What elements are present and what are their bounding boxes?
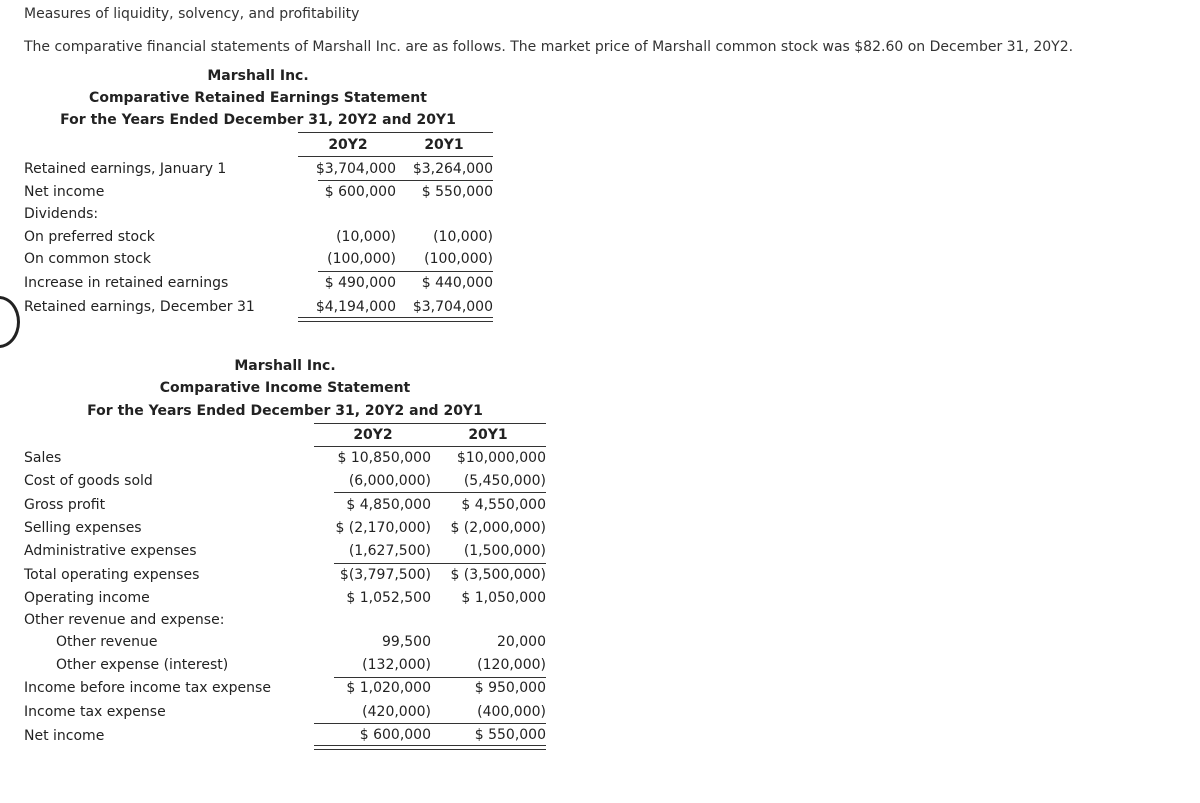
re-rule xyxy=(318,271,493,272)
is-row-20y2: $(3,797,500) xyxy=(339,567,431,583)
is-row-20y2: $ 4,850,000 xyxy=(346,497,431,513)
re-col-20y2: 20Y2 xyxy=(328,137,368,153)
is-row-label: Cost of goods sold xyxy=(24,473,153,489)
is-row-20y1: $ 4,550,000 xyxy=(461,497,546,513)
is-title: Comparative Income Statement xyxy=(159,380,411,396)
re-row-20y1: (10,000) xyxy=(433,229,493,245)
is-row-label: Other expense (interest) xyxy=(56,657,229,673)
is-row-20y2: $ 10,850,000 xyxy=(337,450,431,466)
is-col-rule xyxy=(314,446,546,447)
is-company: Marshall Inc. xyxy=(234,358,336,374)
re-row-20y2: (100,000) xyxy=(327,251,396,267)
is-row-label: Gross profit xyxy=(24,497,106,513)
is-row-20y1: (400,000) xyxy=(477,704,546,720)
is-row-20y1: $ 950,000 xyxy=(474,680,546,696)
is-row-20y2: $ (2,170,000) xyxy=(335,520,431,536)
re-double-rule xyxy=(298,317,493,322)
re-col-20y1: 20Y1 xyxy=(424,137,464,153)
is-row-20y2: $ 1,020,000 xyxy=(346,680,431,696)
is-rule xyxy=(334,492,546,493)
re-row-20y1: $3,264,000 xyxy=(412,161,493,177)
is-row-20y2: (132,000) xyxy=(362,657,431,673)
re-row-label: Net income xyxy=(24,184,105,200)
re-row-20y1: $ 550,000 xyxy=(421,184,493,200)
re-row-label: On preferred stock xyxy=(24,229,155,245)
is-row-20y2: (6,000,000) xyxy=(348,473,431,489)
re-row-label: Retained earnings, January 1 xyxy=(24,161,227,177)
re-row-20y1: (100,000) xyxy=(424,251,493,267)
is-row-20y1: $ (3,500,000) xyxy=(450,567,546,583)
re-period: For the Years Ended December 31, 20Y2 and 20Y1 xyxy=(60,112,456,128)
re-row-20y2: $3,704,000 xyxy=(315,161,396,177)
is-row-label: Income tax expense xyxy=(24,704,166,720)
is-row-label: Total operating expenses xyxy=(24,567,200,583)
re-header-rule xyxy=(298,132,493,133)
is-rule xyxy=(334,563,546,564)
is-row-20y1: $ 550,000 xyxy=(474,727,546,743)
re-row-20y2: $4,194,000 xyxy=(315,299,396,315)
is-col-20y1: 20Y1 xyxy=(468,427,508,443)
is-row-20y2: 99,500 xyxy=(382,634,431,650)
is-row-20y2: (420,000) xyxy=(362,704,431,720)
re-row-label: On common stock xyxy=(24,251,151,267)
re-row-20y2: $ 490,000 xyxy=(324,275,396,291)
is-double-rule xyxy=(314,745,546,750)
is-row-label: Other revenue xyxy=(56,634,158,650)
is-row-label: Operating income xyxy=(24,590,150,606)
re-row-20y1: $3,704,000 xyxy=(412,299,493,315)
re-company: Marshall Inc. xyxy=(207,68,309,84)
is-row-label: Income before income tax expense xyxy=(24,680,271,696)
re-row-20y1: $ 440,000 xyxy=(421,275,493,291)
is-col-20y2: 20Y2 xyxy=(353,427,393,443)
re-col-rule xyxy=(298,156,493,157)
is-row-20y1: 20,000 xyxy=(497,634,546,650)
is-rule xyxy=(334,677,546,678)
re-title: Comparative Retained Earnings Statement xyxy=(89,90,427,106)
re-rule xyxy=(318,180,493,181)
is-row-20y2: $ 600,000 xyxy=(359,727,431,743)
is-row-label: Administrative expenses xyxy=(24,543,197,559)
is-header-rule xyxy=(314,423,546,424)
is-rule xyxy=(314,723,546,724)
is-row-20y1: (120,000) xyxy=(477,657,546,673)
re-row-20y2: $ 600,000 xyxy=(324,184,396,200)
is-row-20y1: $10,000,000 xyxy=(456,450,546,466)
is-row-20y1: $ (2,000,000) xyxy=(450,520,546,536)
is-period: For the Years Ended December 31, 20Y2 and 20Y1 xyxy=(87,403,483,419)
is-row-20y2: $ 1,052,500 xyxy=(346,590,431,606)
cursor-circle-icon xyxy=(0,296,20,348)
is-row-20y1: (1,500,000) xyxy=(463,543,546,559)
intro-text: The comparative financial statements of Marshall Inc. are as follows. The market price of Marshall common stock was $82.60 on December 31, 20Y2. xyxy=(24,39,1074,55)
re-row-label: Dividends: xyxy=(24,206,99,222)
is-row-20y1: $ 1,050,000 xyxy=(461,590,546,606)
is-row-20y1: (5,450,000) xyxy=(463,473,546,489)
page-header: Measures of liquidity, solvency, and profitability xyxy=(24,6,360,22)
re-row-20y2: (10,000) xyxy=(336,229,396,245)
is-row-label: Other revenue and expense: xyxy=(24,612,225,628)
is-row-label: Selling expenses xyxy=(24,520,142,536)
is-row-20y2: (1,627,500) xyxy=(348,543,431,559)
re-row-label: Increase in retained earnings xyxy=(24,275,229,291)
re-row-label: Retained earnings, December 31 xyxy=(24,299,255,315)
is-row-label: Net income xyxy=(24,728,105,744)
is-row-label: Sales xyxy=(24,450,62,466)
